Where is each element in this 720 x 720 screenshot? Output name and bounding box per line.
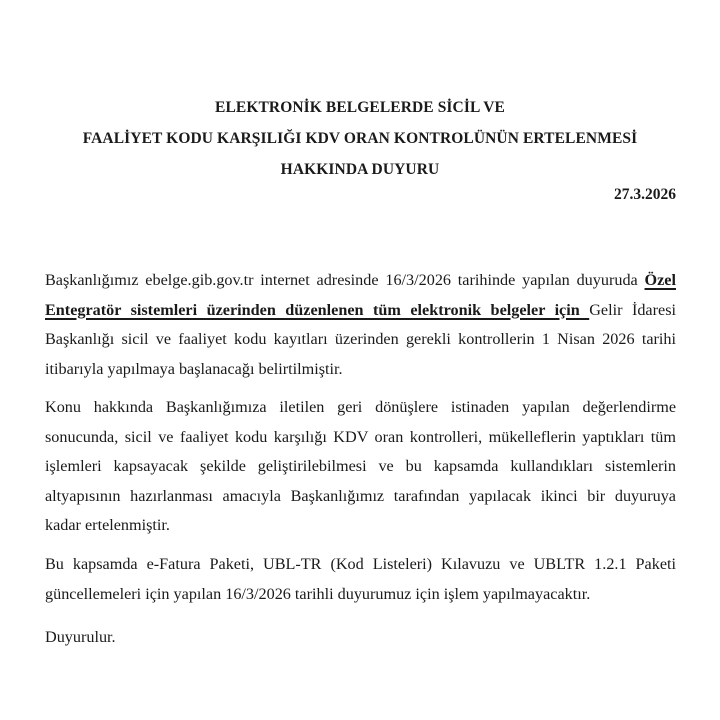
paragraph-1-line-3: Başkanlığı sicil ve faaliyet kodu kayıtları üzerinden gerekli kontrollerin 1 Nisan 2026 tarihi (45, 330, 676, 348)
paragraph-1-line-2 (45, 296, 676, 326)
closing-paragraph (45, 623, 676, 653)
title-line-2: FAALİYET KODU KARŞILIĞI KDV ORAN KONTROLÜNÜN ERTELENMESİ (82, 130, 638, 147)
emphasized-text: Özel (644, 271, 676, 289)
emphasized-text: Entegratör sistemleri üzerinden düzenlenen tüm elektronik belgeler için (45, 300, 590, 319)
paragraph-2 (45, 393, 676, 541)
paragraph-1 (45, 266, 676, 384)
paragraph-3 (45, 550, 676, 609)
document-date: 27.3.2026 (614, 186, 676, 203)
paragraph-3-line-2: güncellemeleri için yapılan 16/3/2026 tarihli duyurumuz için işlem yapılmayacaktır. (45, 584, 591, 603)
document-title (0, 92, 720, 185)
paragraph-1-line-4: itibarıyla yapılmaya başlanacağı belirtilmiştir. (45, 359, 343, 378)
title-line-3: HAKKINDA DUYURU (280, 161, 440, 178)
paragraph-1-line-1 (45, 266, 676, 296)
text-segment: Gelir İdaresi (589, 300, 676, 319)
paragraph-3-line-1: Bu kapsamda e-Fatura Paketi, UBL-TR (Kod Listeleri) Kılavuzu ve UBLTR 1.2.1 Paketi (45, 555, 676, 573)
closing-line: Duyurulur. (45, 628, 116, 646)
text-segment: Başkanlığımız ebelge.gib.gov.tr internet adresinde 16/3/2026 tarihinde yapılan duyuruda (45, 271, 645, 289)
paragraph-2-line-1: Konu hakkında Başkanlığımıza iletilen geri dönüşlere istinaden yapılan değerlendirme (45, 398, 676, 416)
paragraph-2-line-3: işlemleri kapsayacak şekilde geliştirilebilmesi ve bu kapsamda kullandıkları sistemlerin (45, 457, 676, 475)
title-line-1: ELEKTRONİK BELGELERDE SİCİL VE (215, 99, 505, 116)
paragraph-2-line-5: kadar ertelenmiştir. (45, 516, 170, 534)
paragraph-2-line-4: altyapısının hazırlanması amacıyla Başkanlığımız tarafından yapılacak ikinci bir duyuruya (45, 486, 676, 505)
paragraph-2-line-2: sonucunda, sicil ve faaliyet kodu karşılığı KDV oran kontrolleri, mükelleflerin yaptıkları tüm (45, 427, 676, 446)
